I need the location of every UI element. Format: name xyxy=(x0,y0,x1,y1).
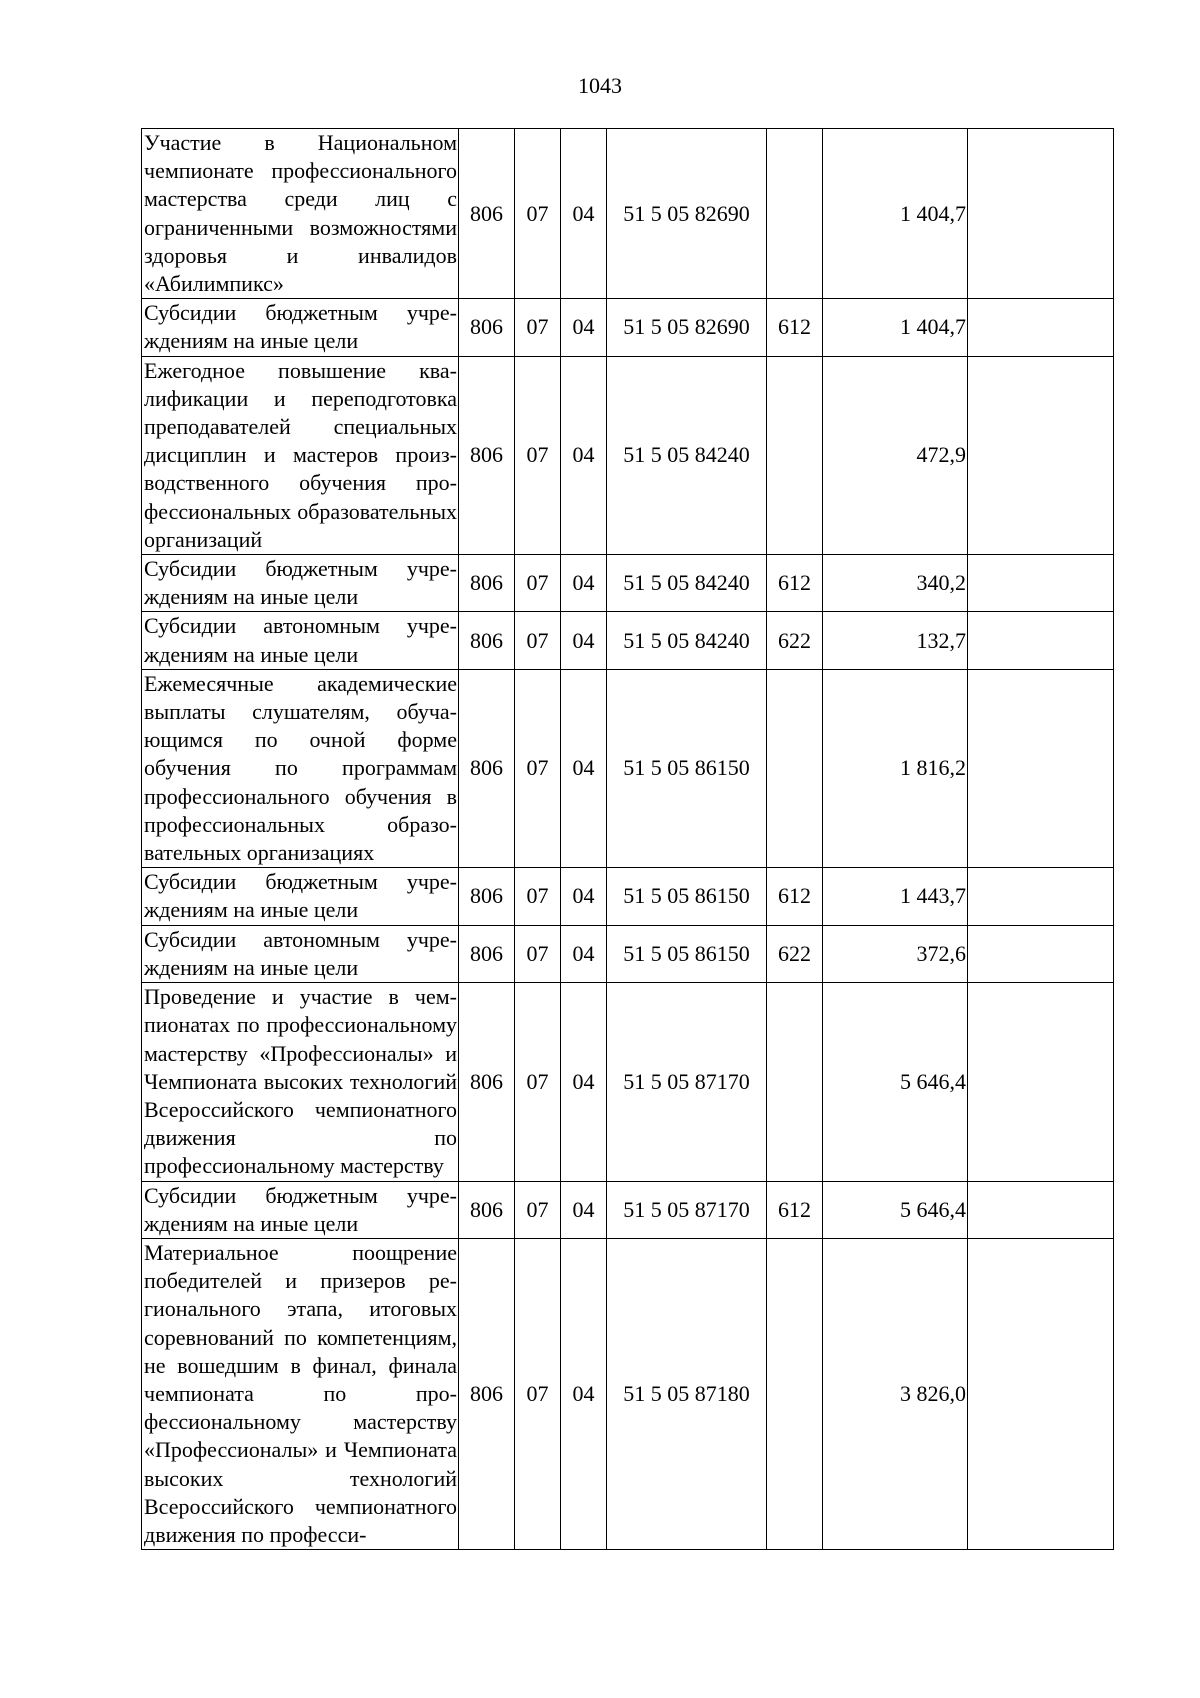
table-row xyxy=(142,983,1114,1181)
expense-name-cell: Участие в Национальном чемпионате профессионального мастерства среди лиц с ограниченными возможностями здоровья и инвалидов «Абилимпикс» xyxy=(142,129,459,299)
expense-type-cell xyxy=(767,356,823,554)
expense-name-cell: Субсидии бюджетным учреждениям на иные цели xyxy=(142,868,459,925)
ministry-code-cell: 806 xyxy=(459,612,515,669)
section-code-cell: 07 xyxy=(515,299,561,356)
subsection-code-cell: 04 xyxy=(561,669,607,867)
expense-type-cell: 622 xyxy=(767,925,823,982)
section-code-cell: 07 xyxy=(515,669,561,867)
extra-amount-cell xyxy=(968,299,1114,356)
expense-name-cell: Ежегодное повышение квалификации и переподготовка преподавателей специальных дисциплин и мастеров производственного обучения профессиональных образовательных организаций xyxy=(142,356,459,554)
page-number: 1043 xyxy=(578,73,622,98)
expense-name-cell: Субсидии бюджетным учреждениям на иные цели xyxy=(142,299,459,356)
subsection-code-cell: 04 xyxy=(561,612,607,669)
ministry-code-cell: 806 xyxy=(459,129,515,299)
expense-type-cell xyxy=(767,129,823,299)
expense-type-cell: 612 xyxy=(767,299,823,356)
section-code-cell: 07 xyxy=(515,555,561,612)
expense-name-cell: Субсидии автономным учреждениям на иные цели xyxy=(142,925,459,982)
subsection-code-cell: 04 xyxy=(561,983,607,1181)
expense-type-cell: 622 xyxy=(767,612,823,669)
target-article-cell: 51 5 05 84240 xyxy=(607,612,767,669)
subsection-code-cell: 04 xyxy=(561,299,607,356)
table-row xyxy=(142,925,1114,982)
extra-amount-cell xyxy=(968,669,1114,867)
extra-amount-cell xyxy=(968,612,1114,669)
amount-cell: 5 646,4 xyxy=(823,1181,968,1238)
expense-type-cell: 612 xyxy=(767,555,823,612)
budget-table-body xyxy=(142,129,1114,1550)
expense-name-cell: Субсидии автономным учреждениям на иные цели xyxy=(142,612,459,669)
extra-amount-cell xyxy=(968,868,1114,925)
expense-name-cell: Субсидии бюджетным учреждениям на иные цели xyxy=(142,555,459,612)
expense-name-cell: Субсидии бюджетным учреждениям на иные цели xyxy=(142,1181,459,1238)
amount-cell: 1 404,7 xyxy=(823,299,968,356)
section-code-cell: 07 xyxy=(515,1238,561,1549)
ministry-code-cell: 806 xyxy=(459,669,515,867)
expense-type-cell: 612 xyxy=(767,868,823,925)
amount-cell: 472,9 xyxy=(823,356,968,554)
extra-amount-cell xyxy=(968,1238,1114,1549)
expense-name-cell: Материальное поощрение победителей и призеров регионального этапа, итоговых соревнований по компетенциям, не вошедшим в финал, финала чемпионата по профессиональному мастерству «Профессионалы» и Чемпионата высоких технологий Всероссийского чемпионатного движения по професси- xyxy=(142,1238,459,1549)
amount-cell: 1 443,7 xyxy=(823,868,968,925)
section-code-cell: 07 xyxy=(515,868,561,925)
extra-amount-cell xyxy=(968,925,1114,982)
table-row xyxy=(142,129,1114,299)
section-code-cell: 07 xyxy=(515,925,561,982)
ministry-code-cell: 806 xyxy=(459,983,515,1181)
target-article-cell: 51 5 05 84240 xyxy=(607,356,767,554)
amount-cell: 132,7 xyxy=(823,612,968,669)
section-code-cell: 07 xyxy=(515,983,561,1181)
budget-table xyxy=(141,128,1114,1550)
section-code-cell: 07 xyxy=(515,129,561,299)
table-row xyxy=(142,1238,1114,1549)
table-row xyxy=(142,299,1114,356)
expense-name-cell: Ежемесячные академические выплаты слушателям, обучающимся по очной форме обучения по программам профессионального обучения в профессиональных образовательных организациях xyxy=(142,669,459,867)
table-row xyxy=(142,669,1114,867)
table-row xyxy=(142,356,1114,554)
extra-amount-cell xyxy=(968,129,1114,299)
ministry-code-cell: 806 xyxy=(459,1181,515,1238)
ministry-code-cell: 806 xyxy=(459,299,515,356)
ministry-code-cell: 806 xyxy=(459,555,515,612)
amount-cell: 5 646,4 xyxy=(823,983,968,1181)
target-article-cell: 51 5 05 84240 xyxy=(607,555,767,612)
extra-amount-cell xyxy=(968,983,1114,1181)
target-article-cell: 51 5 05 82690 xyxy=(607,129,767,299)
expense-type-cell xyxy=(767,1238,823,1549)
amount-cell: 3 826,0 xyxy=(823,1238,968,1549)
subsection-code-cell: 04 xyxy=(561,925,607,982)
section-code-cell: 07 xyxy=(515,1181,561,1238)
extra-amount-cell xyxy=(968,1181,1114,1238)
ministry-code-cell: 806 xyxy=(459,925,515,982)
expense-name-cell: Проведение и участие в чемпионатах по профессиональному мастерству «Профессионалы» и Чемпионата высоких технологий Всероссийского чемпионатного движения по профессиональному мастерству xyxy=(142,983,459,1181)
extra-amount-cell xyxy=(968,555,1114,612)
ministry-code-cell: 806 xyxy=(459,356,515,554)
subsection-code-cell: 04 xyxy=(561,129,607,299)
target-article-cell: 51 5 05 87180 xyxy=(607,1238,767,1549)
amount-cell: 372,6 xyxy=(823,925,968,982)
ministry-code-cell: 806 xyxy=(459,1238,515,1549)
expense-type-cell: 612 xyxy=(767,1181,823,1238)
subsection-code-cell: 04 xyxy=(561,555,607,612)
subsection-code-cell: 04 xyxy=(561,356,607,554)
amount-cell: 1 404,7 xyxy=(823,129,968,299)
ministry-code-cell: 806 xyxy=(459,868,515,925)
section-code-cell: 07 xyxy=(515,356,561,554)
amount-cell: 340,2 xyxy=(823,555,968,612)
subsection-code-cell: 04 xyxy=(561,1181,607,1238)
expense-type-cell xyxy=(767,983,823,1181)
table-row xyxy=(142,868,1114,925)
target-article-cell: 51 5 05 86150 xyxy=(607,669,767,867)
section-code-cell: 07 xyxy=(515,612,561,669)
table-row xyxy=(142,612,1114,669)
subsection-code-cell: 04 xyxy=(561,868,607,925)
extra-amount-cell xyxy=(968,356,1114,554)
target-article-cell: 51 5 05 87170 xyxy=(607,1181,767,1238)
target-article-cell: 51 5 05 86150 xyxy=(607,868,767,925)
table-row xyxy=(142,555,1114,612)
table-row xyxy=(142,1181,1114,1238)
target-article-cell: 51 5 05 82690 xyxy=(607,299,767,356)
amount-cell: 1 816,2 xyxy=(823,669,968,867)
target-article-cell: 51 5 05 86150 xyxy=(607,925,767,982)
target-article-cell: 51 5 05 87170 xyxy=(607,983,767,1181)
expense-type-cell xyxy=(767,669,823,867)
subsection-code-cell: 04 xyxy=(561,1238,607,1549)
